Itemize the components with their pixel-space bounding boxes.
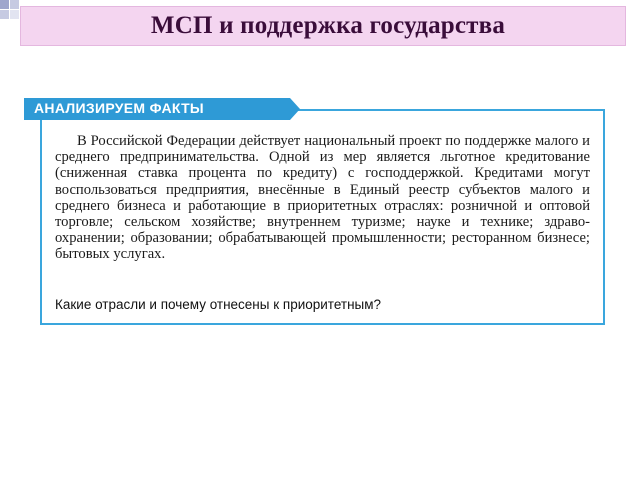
corner-decoration [0, 0, 22, 22]
facts-question: Какие отрасли и почему отнесены к приоритетным? [55, 297, 382, 312]
facts-text: В Российской Федерации действует национальный проект по поддержке малого и среднего предпринимательства. Одной из мер является льготное кредитование (сниженная ставка процента по кредиту) с господдержкой. Кредитами могут воспользоваться предприятия, внесённые в Единый реестр субъектов малого и среднего бизнеса и работающие в приоритетных отраслях: розничной и оптовой торговле; сельском хозяйстве; внутреннем туризме; науке и технике; здравоохранении; образовании; обрабатывающей промышленности; ресторанном бизнесе; бытовых услугах. [55, 133, 590, 263]
facts-tab [24, 98, 300, 120]
facts-tab-label: АНАЛИЗИРУЕМ ФАКТЫ [34, 100, 204, 116]
slide-title: МСП и поддержка государства [150, 12, 506, 39]
title-bar [20, 6, 626, 46]
